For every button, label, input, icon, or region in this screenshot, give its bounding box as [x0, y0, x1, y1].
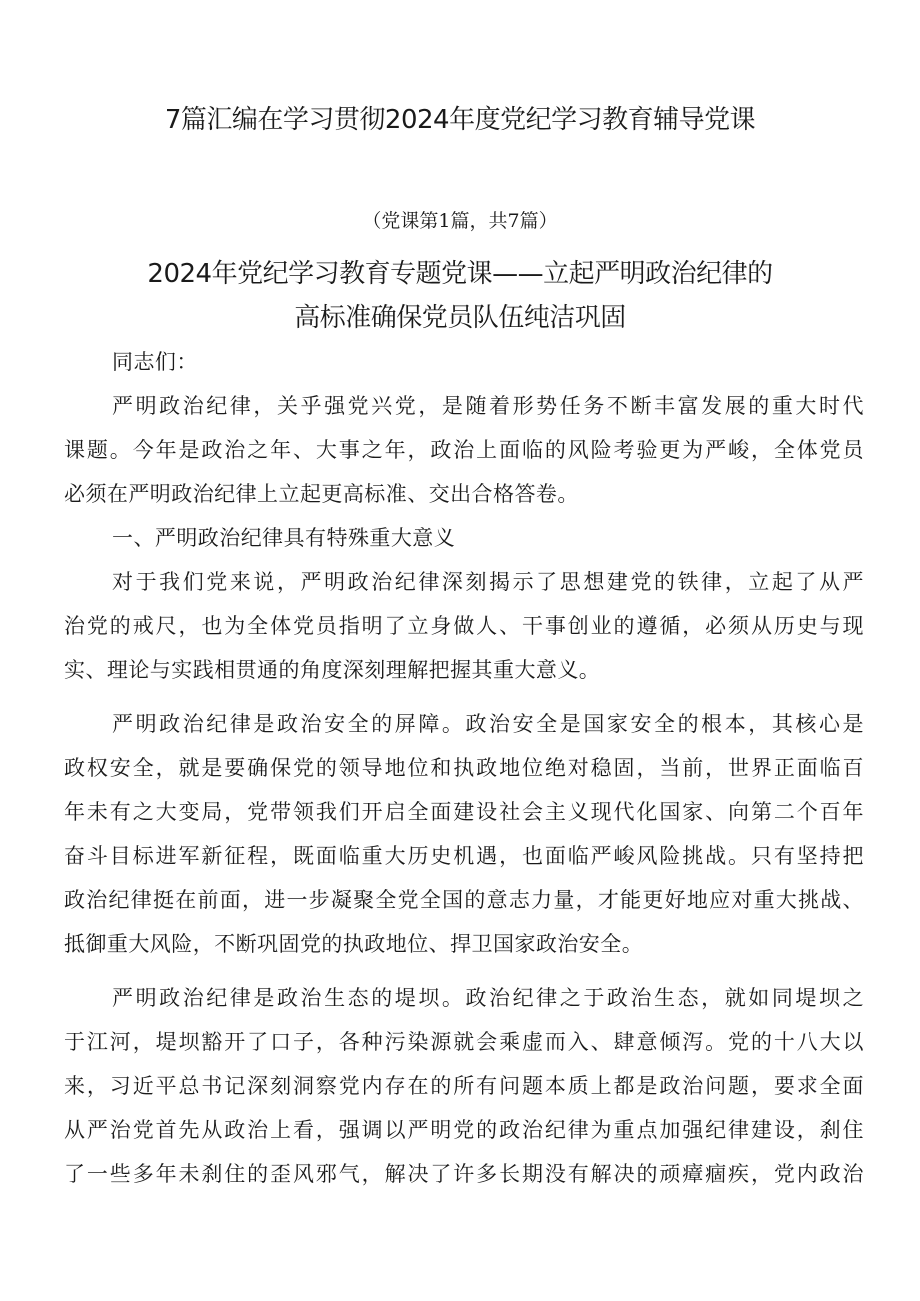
paragraph-line: 政治纪律挺在前面，进一步凝聚全党全国的意志力量，才能更好地应对重大挑战、	[64, 888, 864, 912]
section-heading-line: 一、严明政治纪律具有特殊重大意义	[112, 526, 456, 550]
part-label: （党课第1篇，共7篇）	[362, 210, 558, 232]
section-heading-1	[64, 516, 864, 560]
paragraph-ecology	[64, 976, 864, 1196]
paragraph-line: 严明政治纪律是政治生态的堤坝。政治纪律之于政治生态，就如同堤坝之	[112, 986, 864, 1010]
paragraph-line: 必须在严明政治纪律上立起更高标准、交出合格答卷。	[64, 482, 579, 506]
paragraph-security	[64, 702, 864, 966]
paragraph-significance	[64, 560, 864, 692]
paragraph-line: 严明政治纪律是政治安全的屏障。政治安全是国家安全的根本，其核心是	[112, 712, 864, 736]
paragraph-line: 治党的戒尺，也为全体党员指明了立身做人、干事创业的遵循，必须从历史与现	[64, 614, 864, 638]
paragraph-gap	[64, 692, 864, 702]
paragraph-line: 严明政治纪律，关乎强党兴党，是随着形势任务不断丰富发展的重大时代	[112, 394, 864, 418]
paragraph-gap	[64, 966, 864, 976]
document-title: 7篇汇编在学习贯彻2024年度党纪学习教育辅导党课	[164, 105, 756, 135]
paragraph-line: 对于我们党来说，严明政治纪律深刻揭示了思想建党的铁律，立起了从严	[112, 570, 864, 594]
paragraph-intro	[64, 384, 864, 516]
paragraph-line: 来，习近平总书记深刻洞察党内存在的所有问题本质上都是政治问题，要求全面	[64, 1074, 864, 1098]
paragraph-line: 奋斗目标进军新征程，既面临重大历史机遇，也面临严峻风险挑战。只有坚持把	[64, 844, 864, 868]
document-body	[64, 340, 864, 1196]
paragraph-line: 年未有之大变局，党带领我们开启全面建设社会主义现代化国家、向第二个百年	[64, 800, 864, 824]
heading-line-2: 高标准确保党员队伍纯洁巩固	[294, 303, 626, 333]
paragraph-line: 从严治党首先从政治上看，强调以严明党的政治纪律为重点加强纪律建设，刹住	[64, 1118, 864, 1142]
paragraph-line: 抵御重大风险，不断巩固党的执政地位、捍卫国家政治安全。	[64, 932, 644, 956]
lesson-heading	[0, 252, 920, 340]
salutation: 同志们：	[112, 350, 198, 374]
paragraph-line: 课题。今年是政治之年、大事之年，政治上面临的风险考验更为严峻，全体党员	[64, 438, 864, 462]
paragraph-line: 实、理论与实践相贯通的角度深刻理解把握其重大意义。	[64, 658, 601, 682]
paragraph-line: 政权安全，就是要确保党的领导地位和执政地位绝对稳固，当前，世界正面临百	[64, 756, 864, 780]
paragraph-line: 于江河，堤坝豁开了口子，各种污染源就会乘虚而入、肆意倾泻。党的十八大以	[64, 1030, 864, 1054]
heading-line-1: 2024年党纪学习教育专题党课——立起严明政治纪律的	[147, 259, 773, 289]
paragraph-line: 了一些多年未刹住的歪风邪气，解决了许多长期没有解决的顽瘴痼疾，党内政治	[64, 1162, 864, 1186]
